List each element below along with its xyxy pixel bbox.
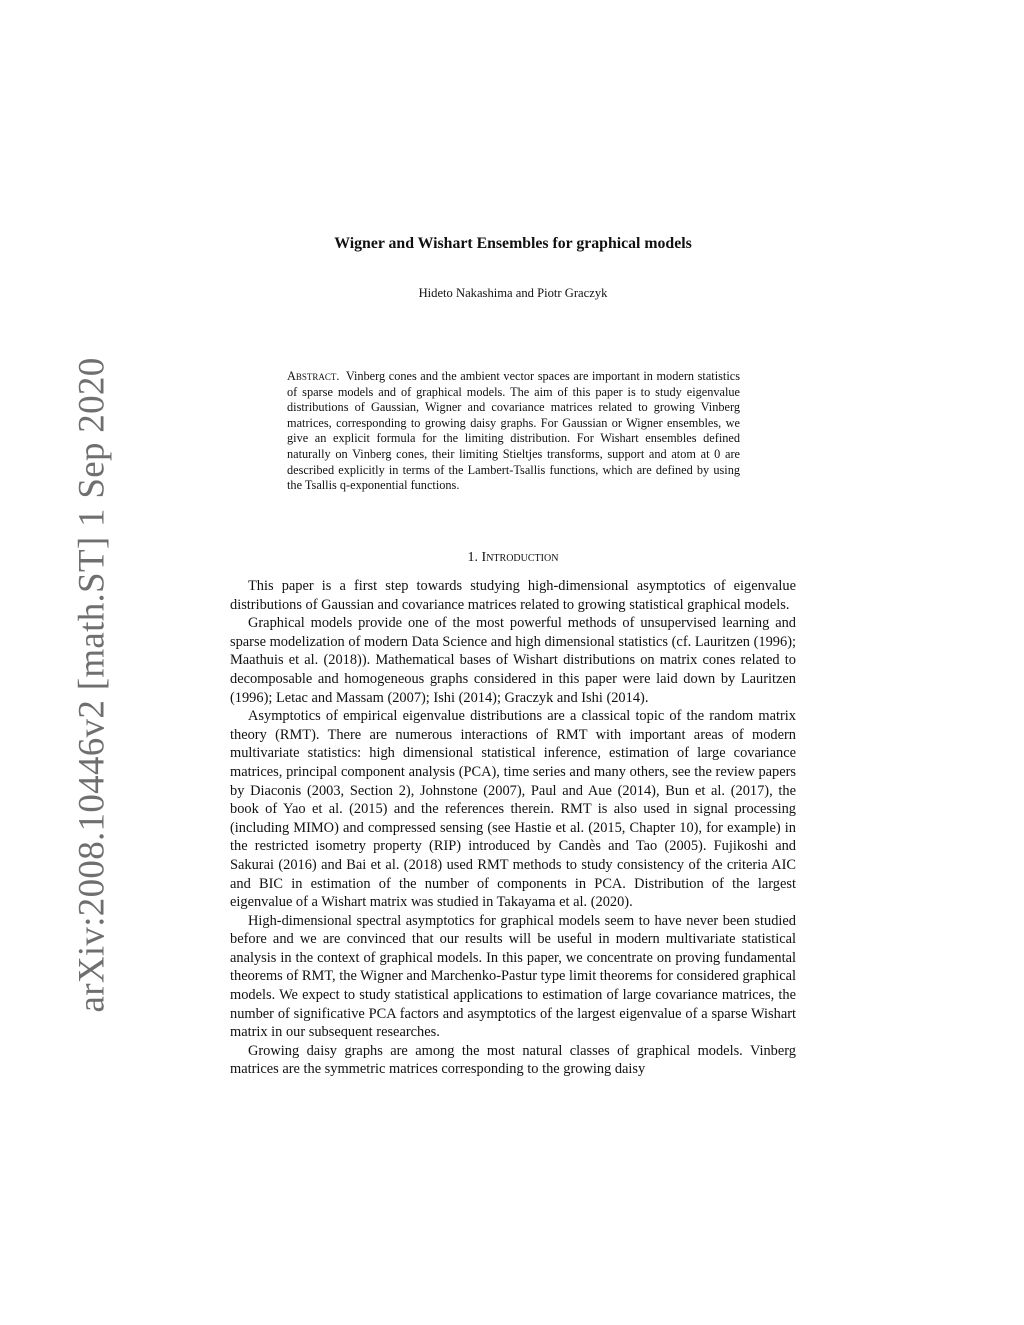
- arxiv-identifier-stamp: [42, 357, 142, 1013]
- introduction-body: [230, 577, 796, 1079]
- paragraph-1: This paper is a first step towards studying high-dimensional asymptotics of eigenvalue distributions of Gaussian and covariance matrices related to growing statistical graphical models.: [230, 578, 796, 613]
- section-title: Introduction: [481, 550, 559, 565]
- abstract-text: Vinberg cones and the ambient vector spaces are important in modern statistics of sparse models and of graphical models. The aim of this paper is to study eigenvalue distributions of Gaussian, Wigner and covariance matrices related to growing Vinberg matrices, corresponding to growing daisy graphs. For Gaussian or Wigner ensembles, we give an explicit formula for the limiting distribution. For Wishart ensembles defined naturally on Vinberg cones, their limiting Stieltjes transforms, support and atom at 0 are described explicitly in terms of the Lambert-Tsallis functions, which are defined by using the Tsallis q-exponential functions.: [287, 369, 740, 493]
- paper-authors: Hideto Nakashima and Piotr Graczyk: [418, 286, 608, 300]
- paragraph-2: Graphical models provide one of the most powerful methods of unsupervised learning and sparse modelization of modern Data Science and high dimensional statistics (cf. Lauritzen (1996); Maathuis et al. (2018)). Mathematical bases of Wishart distributions on matrix cones related to decomposable and homogeneous graphs considered in this paper were laid down by Lauritzen (1996); Letac and Massam (2007); Ishi (2014); Graczyk and Ishi (2014).: [230, 615, 796, 706]
- paper-title: Wigner and Wishart Ensembles for graphical models: [334, 235, 692, 252]
- abstract-block: [287, 369, 740, 494]
- paragraph-5: Growing daisy graphs are among the most natural classes of graphical models. Vinberg matrices are the symmetric matrices corresponding to the growing daisy: [230, 1042, 796, 1078]
- abstract-label: Abstract.: [287, 369, 340, 383]
- paragraph-4: High-dimensional spectral asymptotics for graphical models seem to have never been studied before and we are convinced that our results will be useful in modern multivariate statistical analysis in the context of graphical models. In this paper, we concentrate on proving fundamental theorems of RMT, the Wigner and Marchenko-Pastur type limit theorems for considered graphical models. We expect to study statistical applications to estimation of large covariance matrices, the number of significative PCA factors and asymptotics of the largest eigenvalue of a sparse Wishart matrix in our subsequent researches.: [230, 912, 796, 1041]
- section-heading-introduction: [230, 550, 796, 566]
- paragraph-3: Asymptotics of empirical eigenvalue distributions are a classical topic of the random matrix theory (RMT). There are numerous interactions of RMT with important areas of modern multivariate statistics: high dimensional statistical inference, estimation of large covariance matrices, principal component analysis (PCA), time series and many others, see the review papers by Diaconis (2003, Section 2), Johnstone (2007), Paul and Aue (2014), Bun et al. (2017), the book of Yao et al. (2015) and the references therein. RMT is also used in signal processing (including MIMO) and compressed sensing (see Hastie et al. (2015, Chapter 10), for example) in the restricted isometry property (RIP) introduced by Candès and Tao (2005). Fujikoshi and Sakurai (2016) and Bai et al. (2018) used RMT methods to study consistency of the criteria AIC and BIC in estimation of the number of components in PCA. Distribution of the largest eigenvalue of a Wishart matrix was studied in Takayama et al. (2020).: [230, 708, 796, 911]
- arxiv-identifier-text: arXiv:2008.10446v2 [math.ST] 1 Sep 2020: [71, 357, 113, 1013]
- section-number: 1.: [467, 550, 479, 565]
